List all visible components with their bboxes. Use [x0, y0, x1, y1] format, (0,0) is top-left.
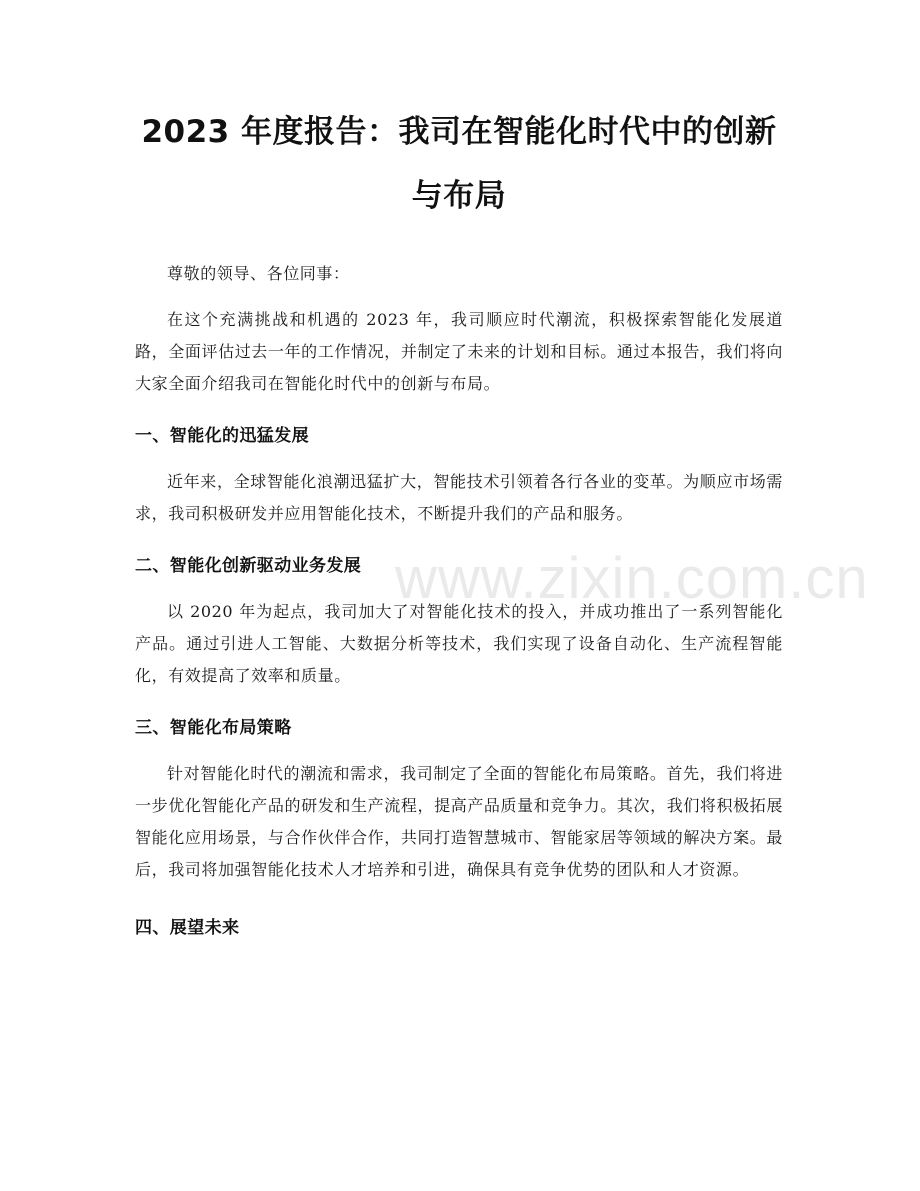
- section-heading-1: 一、智能化的迅猛发展: [135, 426, 309, 446]
- document-content: [135, 100, 783, 944]
- greeting-paragraph: 尊敬的领导、各位同事：: [167, 264, 350, 283]
- section-heading-2: 二、智能化创新驱动业务发展: [135, 556, 362, 576]
- section-body-2: 以 2020 年为起点，我司加大了对智能化技术的投入，并成功推出了一系列智能化产品。通过引进人工智能、大数据分析等技术，我们实现了设备自动化、生产流程智能化，有效提高了效率和质量。: [135, 602, 783, 685]
- section-body-3: 针对智能化时代的潮流和需求，我司制定了全面的智能化布局策略。首先，我们将进一步优化智能化产品的研发和生产流程，提高产品质量和竞争力。其次，我们将积极拓展智能化应用场景，与合作伙伴合作，共同打造智慧城市、智能家居等领域的解决方案。最后，我司将加强智能化技术人才培养和引进，确保具有竞争优势的团队和人才资源。: [135, 764, 783, 879]
- section-heading-3: 三、智能化布局策略: [135, 718, 292, 738]
- document-title: 2023 年度报告：我司在智能化时代中的创新与布局: [141, 114, 777, 214]
- intro-paragraph: 在这个充满挑战和机遇的 2023 年，我司顺应时代潮流，积极探索智能化发展道路，全面评估过去一年的工作情况，并制定了未来的计划和目标。通过本报告，我们将向大家全面介绍我司在智能化时代中的创新与布局。: [135, 310, 783, 393]
- section-body-1: 近年来，全球智能化浪潮迅猛扩大，智能技术引领着各行各业的变革。为顺应市场需求，我司积极研发并应用智能化技术，不断提升我们的产品和服务。: [135, 472, 783, 523]
- watermark: www.zixin.com.cn: [395, 546, 869, 611]
- section-heading-4: 四、展望未来: [135, 918, 240, 938]
